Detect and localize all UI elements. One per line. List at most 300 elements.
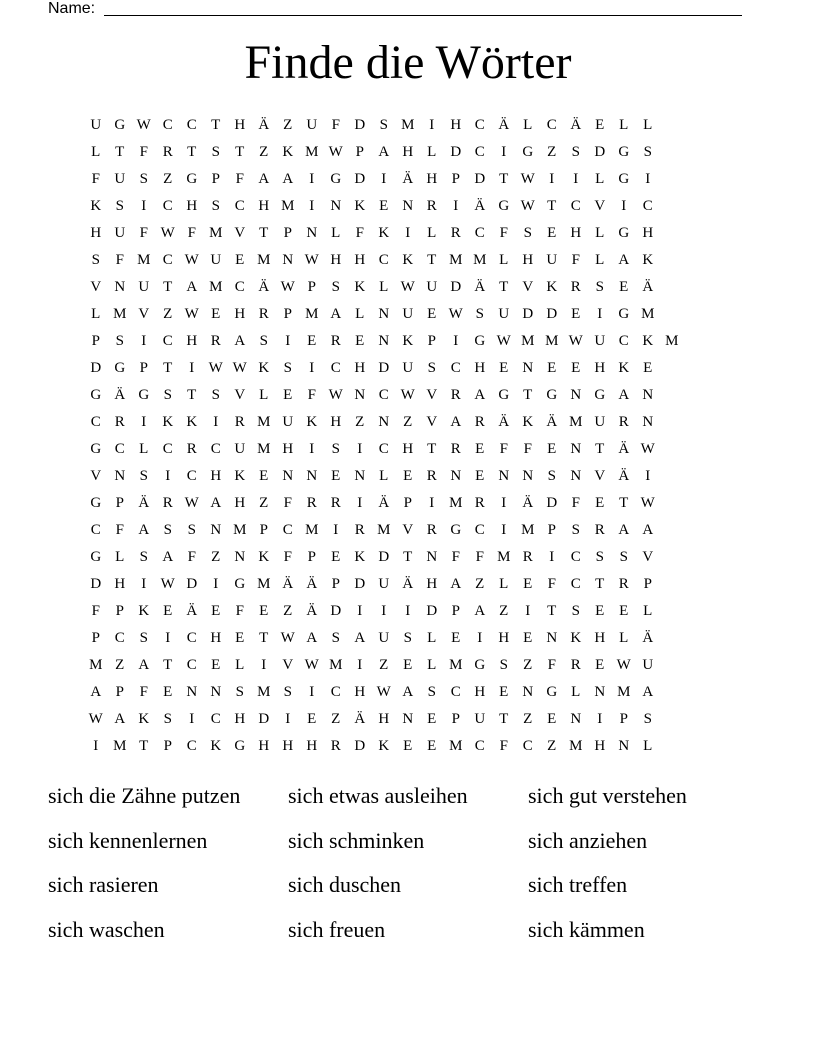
grid-letter[interactable]: C [186,630,198,646]
grid-letter[interactable]: A [474,603,486,619]
grid-letter[interactable]: W [184,252,200,268]
grid-letter[interactable]: E [331,468,341,484]
grid-letter[interactable]: M [449,657,463,673]
grid-letter[interactable]: C [210,441,222,457]
grid-letter[interactable]: A [186,279,198,295]
grid-letter[interactable]: K [378,225,390,241]
grid-letter[interactable]: F [523,441,533,457]
grid-letter[interactable]: I [453,198,459,214]
grid-letter[interactable]: E [403,657,413,673]
grid-letter[interactable]: V [234,387,246,403]
grid-letter[interactable]: L [427,225,437,241]
grid-letter[interactable]: N [210,684,222,700]
grid-letter[interactable]: C [330,360,342,376]
grid-letter[interactable]: P [115,684,125,700]
grid-letter[interactable]: A [618,252,630,268]
grid-letter[interactable]: N [402,711,414,727]
grid-letter[interactable]: C [570,576,582,592]
grid-letter[interactable]: K [402,333,414,349]
grid-letter[interactable]: S [523,225,533,241]
grid-letter[interactable]: C [474,522,486,538]
grid-letter[interactable]: D [426,603,438,619]
grid-letter[interactable]: H [450,117,462,133]
grid-letter[interactable]: R [618,414,630,430]
grid-letter[interactable]: V [522,279,534,295]
grid-letter[interactable]: P [619,711,629,727]
grid-letter[interactable]: F [139,225,149,241]
grid-letter[interactable]: F [235,171,245,187]
grid-letter[interactable]: H [258,738,270,754]
grid-letter[interactable]: G [474,657,486,673]
grid-letter[interactable]: U [210,252,222,268]
grid-letter[interactable]: A [306,630,318,646]
grid-letter[interactable]: I [549,171,555,187]
grid-letter[interactable]: T [427,252,437,268]
grid-letter[interactable]: C [186,468,198,484]
grid-letter[interactable]: W [88,711,104,727]
grid-letter[interactable]: Ä [474,198,486,214]
grid-letter[interactable]: T [139,738,149,754]
grid-letter[interactable]: R [330,333,342,349]
grid-letter[interactable]: C [186,738,198,754]
grid-letter[interactable]: I [285,333,291,349]
grid-letter[interactable]: S [139,549,149,565]
grid-letter[interactable]: I [453,333,459,349]
grid-letter[interactable]: Z [163,171,173,187]
grid-letter[interactable]: A [210,495,222,511]
grid-letter[interactable]: Ä [114,387,126,403]
grid-letter[interactable]: A [138,522,150,538]
grid-letter[interactable]: L [595,252,605,268]
grid-letter[interactable]: E [619,603,629,619]
grid-letter[interactable]: I [309,198,315,214]
grid-letter[interactable]: L [427,144,437,160]
grid-letter[interactable]: I [549,549,555,565]
grid-letter[interactable]: M [545,333,559,349]
grid-letter[interactable]: I [645,171,651,187]
grid-letter[interactable]: G [498,387,510,403]
grid-letter[interactable]: E [595,117,605,133]
grid-letter[interactable]: I [429,117,435,133]
grid-letter[interactable]: M [257,414,271,430]
grid-letter[interactable]: M [137,252,151,268]
grid-letter[interactable]: D [546,495,558,511]
grid-letter[interactable]: T [499,171,509,187]
grid-letter[interactable]: E [163,603,173,619]
grid-letter[interactable]: N [426,549,438,565]
grid-letter[interactable]: D [90,576,102,592]
grid-letter[interactable]: T [499,279,509,295]
grid-letter[interactable]: E [427,738,437,754]
grid-letter[interactable]: N [378,414,390,430]
grid-letter[interactable]: T [235,144,245,160]
grid-letter[interactable]: F [283,495,293,511]
grid-letter[interactable]: E [163,684,173,700]
grid-letter[interactable]: L [523,117,533,133]
grid-letter[interactable]: P [307,549,317,565]
grid-letter[interactable]: I [141,576,147,592]
grid-letter[interactable]: V [282,657,294,673]
grid-letter[interactable]: I [357,657,363,673]
grid-letter[interactable]: H [522,252,534,268]
grid-letter[interactable]: N [282,468,294,484]
grid-letter[interactable]: M [497,549,511,565]
grid-letter[interactable]: T [595,441,605,457]
grid-letter[interactable]: P [115,495,125,511]
grid-letter[interactable]: P [403,495,413,511]
grid-letter[interactable]: N [330,198,342,214]
grid-letter[interactable]: C [474,225,486,241]
grid-letter[interactable]: H [234,306,246,322]
grid-letter[interactable]: S [211,387,221,403]
grid-letter[interactable]: A [618,387,630,403]
grid-letter[interactable]: Z [523,711,533,727]
grid-letter[interactable]: N [570,387,582,403]
grid-letter[interactable]: U [594,333,606,349]
grid-letter[interactable]: Ä [498,117,510,133]
grid-letter[interactable]: Z [547,144,557,160]
grid-letter[interactable]: I [309,171,315,187]
grid-letter[interactable]: C [378,441,390,457]
grid-letter[interactable]: T [115,144,125,160]
grid-letter[interactable]: M [329,657,343,673]
grid-letter[interactable]: F [499,441,509,457]
grid-letter[interactable]: P [451,171,461,187]
grid-letter[interactable]: L [91,144,101,160]
grid-letter[interactable]: T [259,630,269,646]
grid-letter[interactable]: N [114,279,126,295]
grid-letter[interactable]: U [498,306,510,322]
grid-letter[interactable]: P [163,738,173,754]
grid-letter[interactable]: W [304,252,320,268]
grid-letter[interactable]: Ä [186,603,198,619]
grid-letter[interactable]: G [450,522,462,538]
grid-letter[interactable]: U [282,414,294,430]
grid-letter[interactable]: A [354,630,366,646]
grid-letter[interactable]: M [209,279,223,295]
grid-letter[interactable]: L [235,657,245,673]
grid-letter[interactable]: F [139,144,149,160]
grid-letter[interactable]: R [450,441,462,457]
grid-letter[interactable]: W [520,171,536,187]
grid-letter[interactable]: U [402,360,414,376]
grid-letter[interactable]: P [331,576,341,592]
grid-letter[interactable]: P [451,603,461,619]
grid-letter[interactable]: M [305,306,319,322]
grid-letter[interactable]: V [90,279,102,295]
grid-letter[interactable]: G [186,171,198,187]
grid-letter[interactable]: Z [259,495,269,511]
grid-letter[interactable]: M [233,522,247,538]
grid-letter[interactable]: I [357,441,363,457]
grid-letter[interactable]: D [474,171,486,187]
grid-letter[interactable]: M [257,684,271,700]
grid-letter[interactable]: M [641,306,655,322]
grid-letter[interactable]: E [571,360,581,376]
grid-letter[interactable]: R [618,576,630,592]
grid-letter[interactable]: S [139,171,149,187]
grid-letter[interactable]: N [402,198,414,214]
grid-letter[interactable]: L [595,171,605,187]
grid-letter[interactable]: M [209,225,223,241]
grid-letter[interactable]: L [499,576,509,592]
grid-letter[interactable]: N [642,387,654,403]
grid-letter[interactable]: H [498,630,510,646]
grid-letter[interactable]: H [186,333,198,349]
grid-letter[interactable]: Ä [498,414,510,430]
grid-letter[interactable]: S [139,630,149,646]
grid-letter[interactable]: R [570,279,582,295]
grid-letter[interactable]: T [619,495,629,511]
grid-letter[interactable]: C [450,684,462,700]
grid-letter[interactable]: S [571,522,581,538]
grid-letter[interactable]: E [379,198,389,214]
grid-letter[interactable]: W [400,279,416,295]
grid-letter[interactable]: K [282,144,294,160]
grid-letter[interactable]: L [427,630,437,646]
grid-letter[interactable]: R [450,387,462,403]
grid-letter[interactable]: H [186,198,198,214]
grid-letter[interactable]: D [354,171,366,187]
grid-letter[interactable]: C [90,522,102,538]
grid-letter[interactable]: C [642,198,654,214]
grid-letter[interactable]: P [355,144,365,160]
grid-letter[interactable]: W [280,630,296,646]
grid-letter[interactable]: W [520,198,536,214]
grid-letter[interactable]: K [306,414,318,430]
grid-letter[interactable]: R [234,414,246,430]
grid-letter[interactable]: F [499,738,509,754]
grid-letter[interactable]: H [210,630,222,646]
grid-letter[interactable]: F [187,225,197,241]
grid-letter[interactable]: Ä [138,495,150,511]
grid-letter[interactable]: E [451,630,461,646]
grid-letter[interactable]: V [594,198,606,214]
grid-letter[interactable]: K [402,252,414,268]
grid-letter[interactable]: N [498,468,510,484]
grid-letter[interactable]: L [619,117,629,133]
grid-letter[interactable]: N [186,684,198,700]
grid-letter[interactable]: T [547,603,557,619]
grid-letter[interactable]: I [165,630,171,646]
grid-letter[interactable]: Ä [642,279,654,295]
grid-letter[interactable]: S [331,630,341,646]
grid-letter[interactable]: P [211,171,221,187]
grid-letter[interactable]: W [136,117,152,133]
grid-letter[interactable]: I [189,360,195,376]
grid-letter[interactable]: U [306,117,318,133]
grid-letter[interactable]: T [163,279,173,295]
grid-letter[interactable]: S [427,360,437,376]
grid-letter[interactable]: C [570,549,582,565]
grid-letter[interactable]: Z [355,414,365,430]
grid-letter[interactable]: R [474,495,486,511]
grid-letter[interactable]: L [115,549,125,565]
grid-letter[interactable]: V [234,225,246,241]
grid-letter[interactable]: I [309,360,315,376]
grid-letter[interactable]: F [91,603,101,619]
grid-letter[interactable]: Z [115,657,125,673]
grid-letter[interactable]: A [450,414,462,430]
grid-letter[interactable]: M [449,252,463,268]
grid-letter[interactable]: T [547,198,557,214]
name-line[interactable] [104,15,742,16]
grid-letter[interactable]: A [258,171,270,187]
grid-letter[interactable]: S [427,684,437,700]
grid-letter[interactable]: K [546,279,558,295]
grid-letter[interactable]: W [280,279,296,295]
grid-letter[interactable]: R [330,738,342,754]
grid-letter[interactable]: C [330,684,342,700]
grid-letter[interactable]: G [114,117,126,133]
grid-letter[interactable]: S [379,117,389,133]
grid-letter[interactable]: L [427,657,437,673]
grid-letter[interactable]: P [115,603,125,619]
grid-letter[interactable]: R [594,522,606,538]
grid-letter[interactable]: Z [547,738,557,754]
grid-letter[interactable]: K [234,468,246,484]
grid-letter[interactable]: I [381,171,387,187]
grid-letter[interactable]: H [474,684,486,700]
grid-letter[interactable]: G [90,549,102,565]
grid-letter[interactable]: I [141,333,147,349]
grid-letter[interactable]: S [259,333,269,349]
grid-letter[interactable]: P [547,522,557,538]
grid-letter[interactable]: E [547,441,557,457]
grid-letter[interactable]: M [521,333,535,349]
grid-letter[interactable]: A [162,549,174,565]
grid-letter[interactable]: R [474,414,486,430]
grid-letter[interactable]: E [595,495,605,511]
grid-letter[interactable]: I [597,711,603,727]
grid-letter[interactable]: F [91,171,101,187]
grid-letter[interactable]: Ä [306,603,318,619]
grid-letter[interactable]: V [594,468,606,484]
grid-letter[interactable]: C [114,630,126,646]
grid-letter[interactable]: W [160,576,176,592]
grid-letter[interactable]: A [450,576,462,592]
grid-letter[interactable]: Z [259,144,269,160]
grid-letter[interactable]: E [547,225,557,241]
grid-letter[interactable]: C [474,117,486,133]
grid-letter[interactable]: G [594,387,606,403]
grid-letter[interactable]: N [282,252,294,268]
grid-letter[interactable]: G [90,441,102,457]
grid-letter[interactable]: E [499,360,509,376]
grid-letter[interactable]: Ä [402,576,414,592]
grid-letter[interactable]: T [163,657,173,673]
grid-letter[interactable]: I [93,738,99,754]
grid-letter[interactable]: I [357,603,363,619]
grid-letter[interactable]: R [162,144,174,160]
grid-letter[interactable]: P [91,630,101,646]
grid-letter[interactable]: U [138,279,150,295]
grid-letter[interactable]: E [523,576,533,592]
grid-letter[interactable]: C [474,738,486,754]
grid-letter[interactable]: H [354,684,366,700]
grid-letter[interactable]: Ä [258,117,270,133]
grid-letter[interactable]: E [595,603,605,619]
grid-letter[interactable]: R [354,522,366,538]
grid-letter[interactable]: M [257,576,271,592]
grid-letter[interactable]: C [186,657,198,673]
grid-letter[interactable]: F [451,549,461,565]
grid-letter[interactable]: K [642,333,654,349]
grid-letter[interactable]: T [523,387,533,403]
grid-letter[interactable]: E [307,333,317,349]
grid-letter[interactable]: V [426,414,438,430]
grid-letter[interactable]: I [501,522,507,538]
grid-letter[interactable]: V [402,522,414,538]
grid-letter[interactable]: M [89,657,103,673]
grid-letter[interactable]: F [139,684,149,700]
grid-letter[interactable]: A [642,684,654,700]
grid-letter[interactable]: I [501,495,507,511]
grid-letter[interactable]: U [378,576,390,592]
grid-letter[interactable]: D [90,360,102,376]
grid-letter[interactable]: N [306,225,318,241]
grid-letter[interactable]: U [234,441,246,457]
grid-letter[interactable]: Z [523,657,533,673]
grid-letter[interactable]: C [282,522,294,538]
grid-letter[interactable]: H [594,738,606,754]
grid-letter[interactable]: C [162,117,174,133]
grid-letter[interactable]: I [189,711,195,727]
grid-letter[interactable]: S [595,279,605,295]
grid-letter[interactable]: H [90,225,102,241]
grid-letter[interactable]: D [258,711,270,727]
grid-letter[interactable]: F [547,576,557,592]
grid-letter[interactable]: E [403,468,413,484]
grid-letter[interactable]: M [665,333,679,349]
grid-letter[interactable]: C [570,198,582,214]
grid-letter[interactable]: D [450,144,462,160]
grid-letter[interactable]: R [450,225,462,241]
grid-letter[interactable]: T [211,117,221,133]
grid-letter[interactable]: Z [211,549,221,565]
grid-letter[interactable]: N [378,306,390,322]
grid-letter[interactable]: I [309,684,315,700]
grid-letter[interactable]: R [210,333,222,349]
grid-letter[interactable]: C [378,252,390,268]
grid-letter[interactable]: S [571,144,581,160]
grid-letter[interactable]: S [547,468,557,484]
grid-letter[interactable]: H [330,414,342,430]
grid-letter[interactable]: C [162,441,174,457]
grid-letter[interactable]: A [474,387,486,403]
grid-letter[interactable]: C [450,360,462,376]
grid-letter[interactable]: W [232,360,248,376]
grid-letter[interactable]: N [354,387,366,403]
grid-letter[interactable]: S [283,684,293,700]
grid-letter[interactable]: H [282,738,294,754]
grid-letter[interactable]: P [283,306,293,322]
grid-letter[interactable]: D [354,576,366,592]
grid-letter[interactable]: M [257,441,271,457]
grid-letter[interactable]: K [522,414,534,430]
grid-letter[interactable]: G [618,306,630,322]
grid-letter[interactable]: F [547,657,557,673]
grid-letter[interactable]: Ä [378,495,390,511]
grid-letter[interactable]: P [643,576,653,592]
grid-letter[interactable]: A [90,684,102,700]
grid-letter[interactable]: N [306,468,318,484]
grid-letter[interactable]: L [595,225,605,241]
grid-letter[interactable]: H [594,630,606,646]
grid-letter[interactable]: S [571,603,581,619]
grid-letter[interactable]: S [115,198,125,214]
grid-letter[interactable]: W [160,225,176,241]
